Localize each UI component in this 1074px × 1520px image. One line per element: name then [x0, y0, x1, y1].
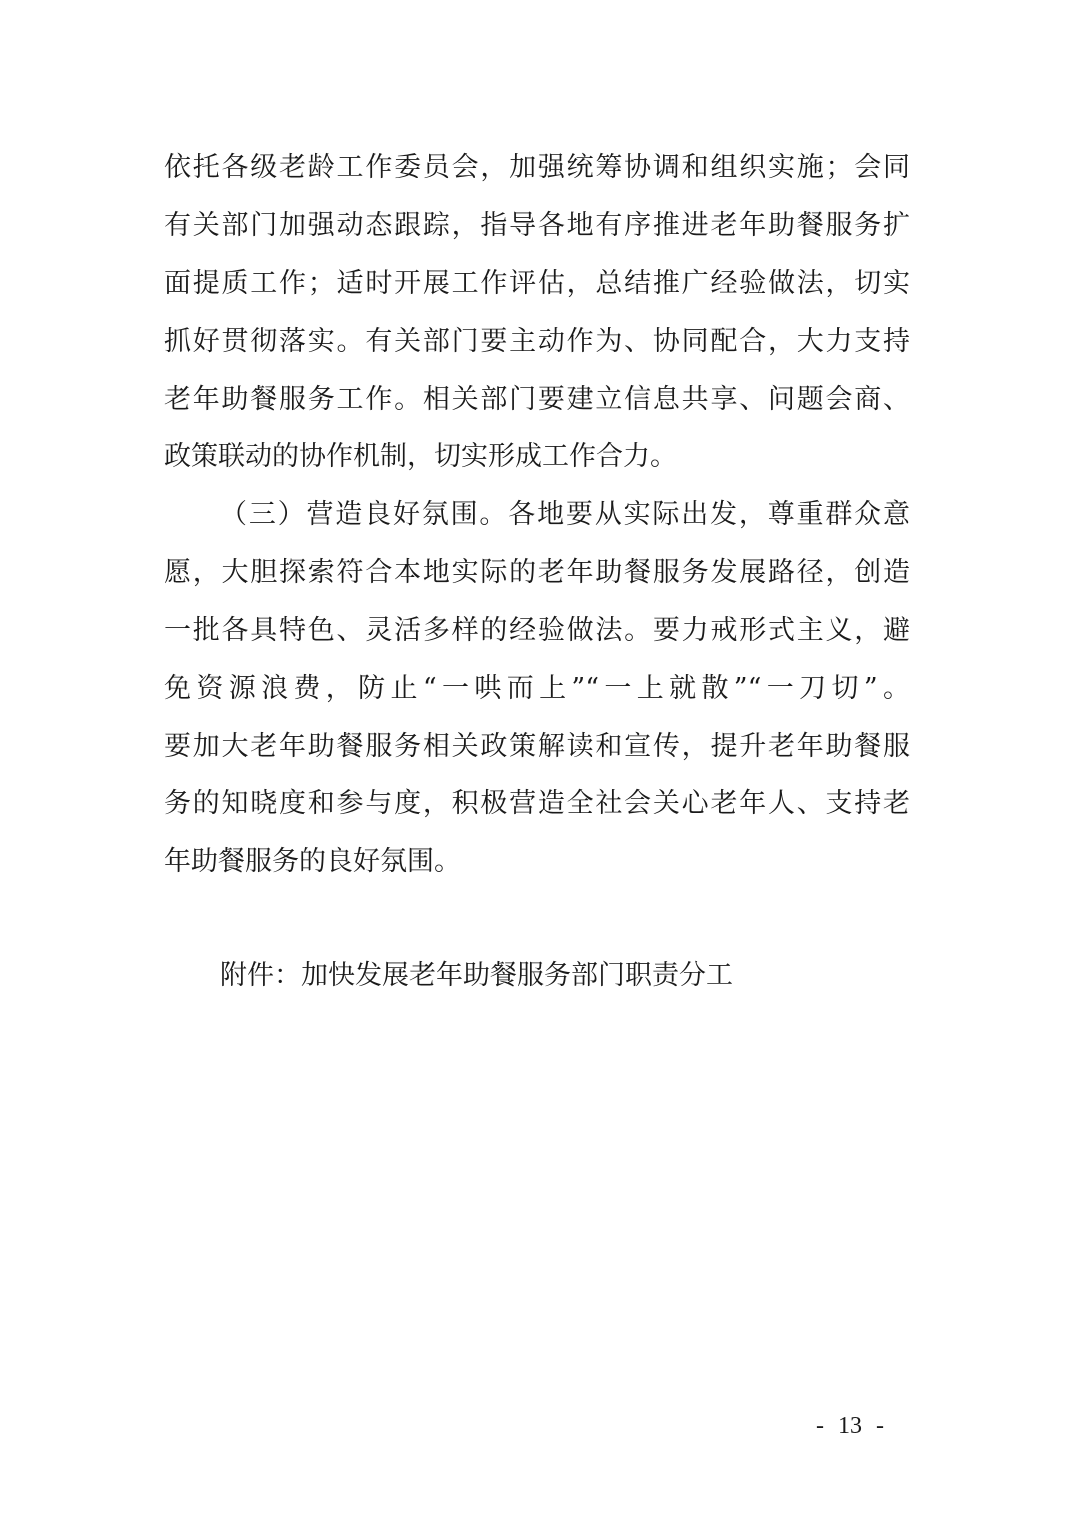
text-line: 免资源浪费，防止“一哄而上”“一上就散”“一刀切”。	[164, 673, 910, 704]
text-line: 年助餐服务的良好氛围。	[164, 846, 461, 877]
section-heading-line: （三）营造良好氛围。各地要从实际出发，尊重群众意	[220, 499, 910, 530]
text-line: 务的知晓度和参与度，积极营造全社会关心老年人、支持老	[164, 788, 910, 819]
text-line: 老年助餐服务工作。相关部门要建立信息共享、问题会商、	[164, 384, 910, 415]
text-line: 有关部门加强动态跟踪，指导各地有序推进老年助餐服务扩	[164, 210, 910, 241]
text-line: 愿，大胆探索符合本地实际的老年助餐服务发展路径，创造	[164, 557, 910, 588]
text-line: 要加大老年助餐服务相关政策解读和宣传，提升老年助餐服	[164, 731, 910, 762]
text-line: 依托各级老龄工作委员会，加强统筹协调和组织实施；会同	[164, 152, 910, 183]
text-line: 抓好贯彻落实。有关部门要主动作为、协同配合，大力支持	[164, 326, 910, 357]
text-line: 政策联动的协作机制，切实形成工作合力。	[164, 441, 677, 472]
text-line: 一批各具特色、灵活多样的经验做法。要力戒形式主义，避	[164, 615, 910, 646]
attachment-note: 附件：加快发展老年助餐服务部门职责分工	[220, 960, 733, 991]
text-line: 面提质工作；适时开展工作评估，总结推广经验做法，切实	[164, 268, 910, 299]
page-number: - 13 -	[816, 1413, 884, 1439]
